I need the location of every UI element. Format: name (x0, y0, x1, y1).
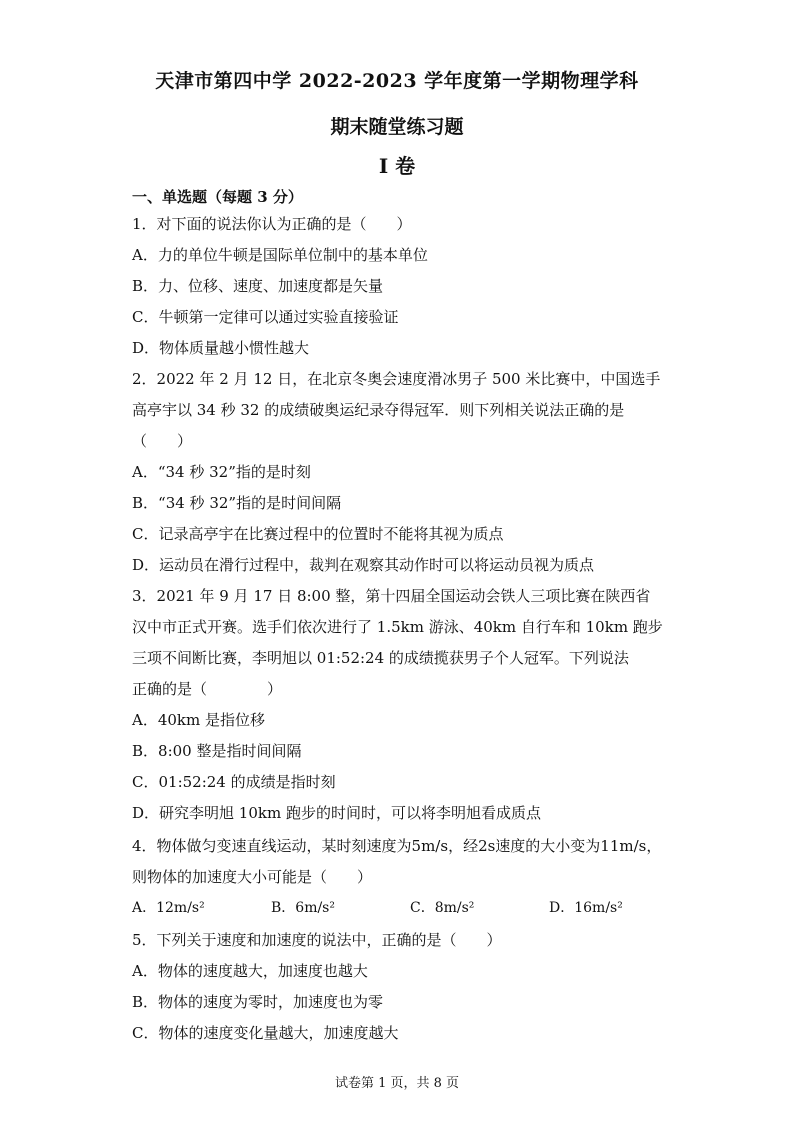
q2-stem-line3: （ ） (132, 432, 193, 450)
q3-stem-line1: 3．2021 年 9 月 17 日 8:00 整，第十四届全国运动会铁人三项比赛在陕西省 (132, 587, 651, 605)
section-heading: 一、单选题（每题 3 分） (132, 188, 303, 206)
volume-label: I 卷 (378, 154, 416, 178)
q4-stem-line2: 则物体的加速度大小可能是（ ） (132, 868, 373, 886)
q5-option-a: A．物体的速度越大，加速度也越大 (132, 962, 368, 980)
exam-subtitle: 期末随堂练习题 (330, 116, 464, 138)
q2-option-d: D．运动员在滑行过程中，裁判在观察其动作时可以将运动员视为质点 (132, 556, 595, 574)
q5-stem: 5．下列关于速度和加速度的说法中，正确的是（ ） (132, 931, 502, 949)
q2-option-b: B．“34 秒 32”指的是时间间隔 (132, 494, 342, 512)
q2-stem-line1: 2．2022 年 2 月 12 日，在北京冬奥会速度滑冰男子 500 米比赛中，中国选手 (132, 370, 661, 388)
q4-option-c: C．8m/s² (410, 900, 475, 916)
q1-option-a: A．力的单位牛顿是国际单位制中的基本单位 (132, 246, 428, 264)
q1-option-c: C．牛顿第一定律可以通过实验直接验证 (132, 308, 399, 326)
page-footer: 试卷第 1 页，共 8 页 (334, 1076, 460, 1091)
q3-stem-line4: 正确的是（ ） (132, 680, 283, 698)
q3-stem-line2: 汉中市正式开赛。选手们依次进行了 1.5km 游泳、40km 自行车和 10km 跑步 (132, 618, 663, 636)
exam-title: 天津市第四中学 2022-2023 学年度第一学期物理学科 (155, 70, 639, 92)
q5-option-b: B．物体的速度为零时，加速度也为零 (132, 993, 384, 1011)
q3-option-c: C．01:52:24 的成绩是指时刻 (132, 773, 336, 791)
q3-option-a: A．40km 是指位移 (132, 711, 266, 729)
q1-option-b: B．力、位移、速度、加速度都是矢量 (132, 277, 384, 295)
q2-stem-line2: 高亭宇以 34 秒 32 的成绩破奥运纪录夺得冠军．则下列相关说法正确的是 (132, 401, 625, 419)
q2-option-c: C．记录高亭宇在比赛过程中的位置时不能将其视为质点 (132, 525, 504, 543)
q4-option-b: B．6m/s² (271, 900, 335, 916)
q4-option-d: D．16m/s² (549, 900, 623, 916)
q1-option-d: D．物体质量越小惯性越大 (132, 339, 310, 357)
q5-option-c: C．物体的速度变化量越大，加速度越大 (132, 1024, 399, 1042)
q1-stem: 1．对下面的说法你认为正确的是（ ） (132, 215, 412, 233)
q3-option-b: B．8:00 整是指时间间隔 (132, 742, 302, 760)
q4-stem-line1: 4．物体做匀变速直线运动，某时刻速度为5m/s，经2s速度的大小变为11m/s， (132, 837, 662, 855)
q3-stem-line3: 三项不间断比赛，李明旭以 01:52:24 的成绩揽获男子个人冠军。下列说法 (132, 649, 629, 667)
q4-option-a: A．12m/s² (132, 900, 205, 916)
q3-option-d: D．研究李明旭 10km 跑步的时间时，可以将李明旭看成质点 (132, 804, 541, 822)
q2-option-a: A．“34 秒 32”指的是时刻 (132, 463, 311, 481)
